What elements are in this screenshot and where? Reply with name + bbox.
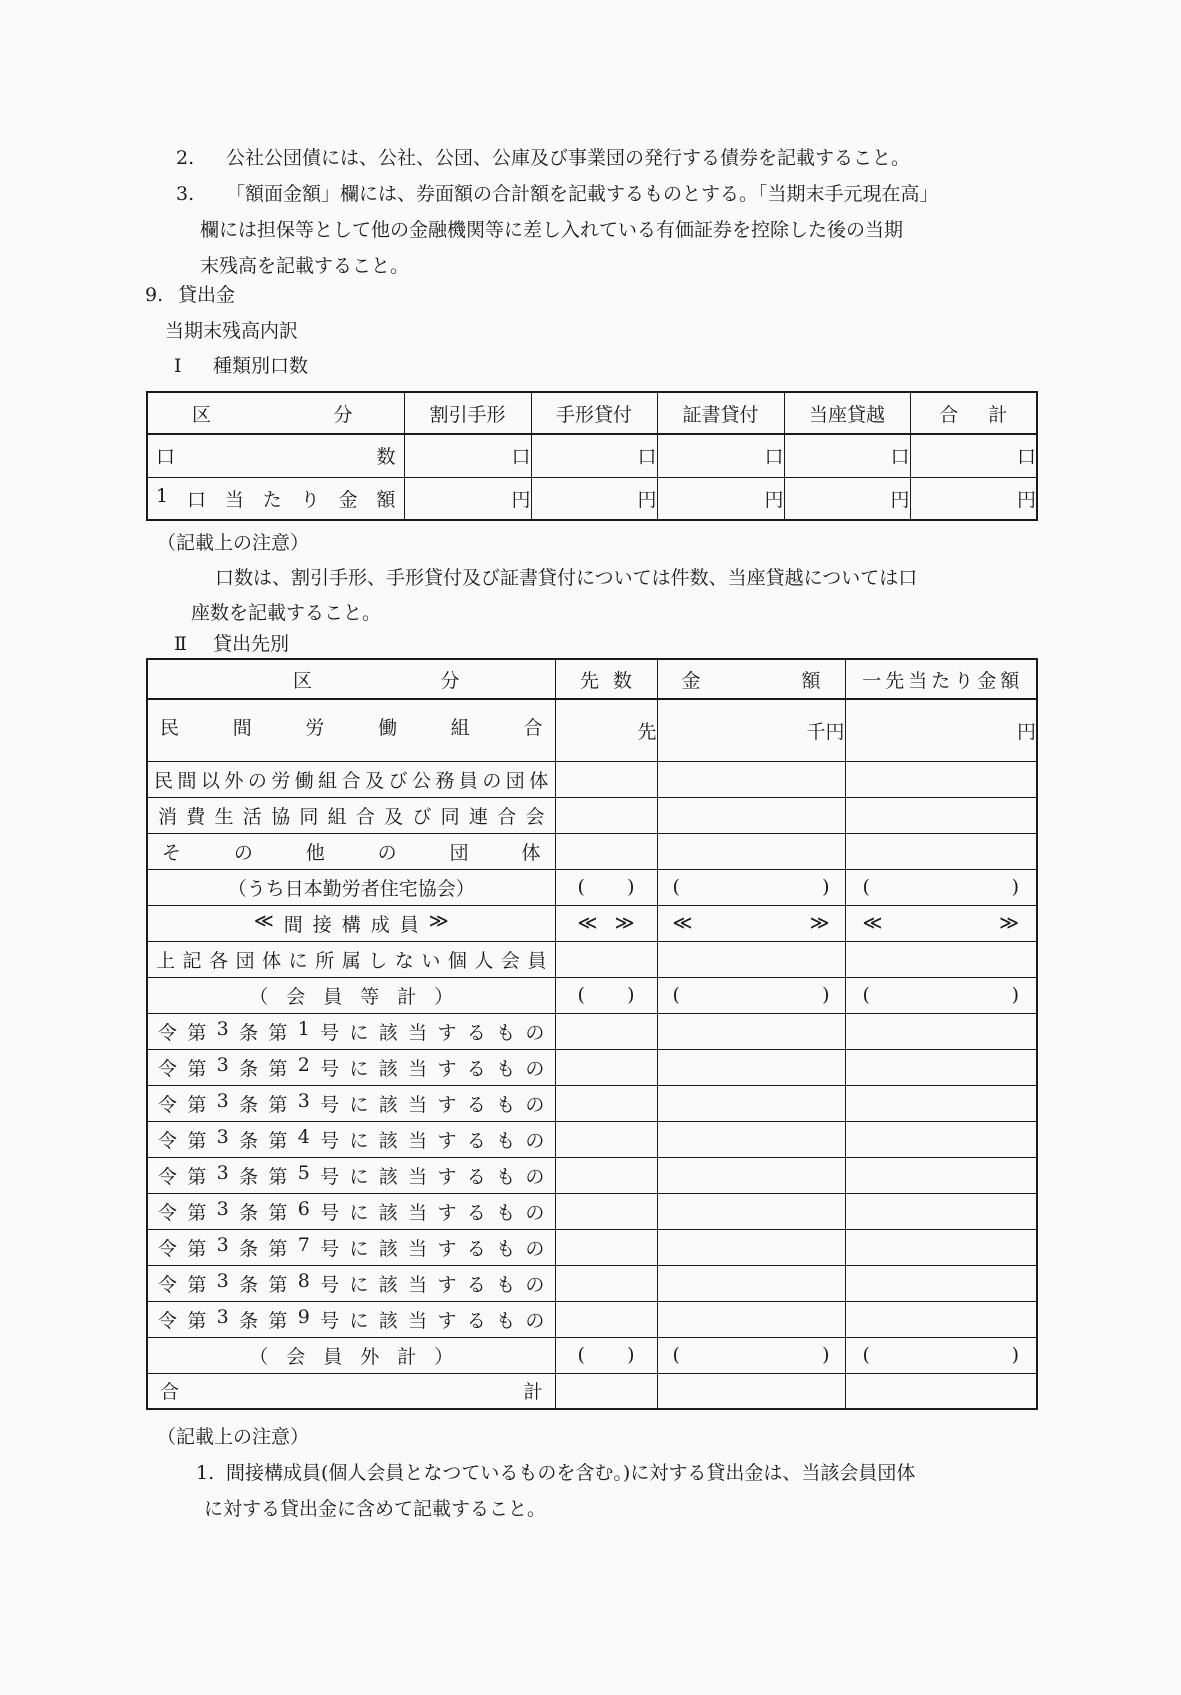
value-cell: [845, 1229, 1037, 1265]
value-cell: [845, 1301, 1037, 1337]
row-label-cell: [147, 1301, 555, 1337]
row-label-cell: [147, 977, 555, 1013]
top-note-2-number: 2.: [176, 147, 195, 169]
row-label-cell: [147, 477, 404, 520]
value-cell-paren: [845, 1337, 1037, 1373]
note1-heading: （記載上の注意）: [157, 532, 310, 554]
value-cell-paren: [657, 869, 845, 905]
table2-header-kingaku-cell: [657, 659, 845, 699]
note2-line2: に対する貸出金に含めて記載すること。: [204, 1498, 547, 1520]
value-cell: [845, 1013, 1037, 1049]
value-cell: [845, 1265, 1037, 1301]
row-label: （ 会 員 外 計 ）: [249, 1345, 454, 1368]
column-header-deed-loan: 証書貸付: [657, 392, 784, 434]
row-label: 令 第 3 条 第 7 号 に 該 当 す る も の: [158, 1233, 545, 1260]
column-header-kubun: 区 分: [293, 669, 460, 692]
top-note-3-number: 3.: [176, 183, 195, 205]
row-label: 令 第 3 条 第 9 号 に 該 当 す る も の: [158, 1305, 545, 1332]
top-note-3-text-line2: 欄には担保等として他の金融機関等に差し入れている有価証券を控除した後の当期: [200, 219, 904, 241]
note1-line2: 座数を記載すること。: [191, 602, 382, 624]
table-row-ordinance-art3-no9: [147, 1301, 1037, 1337]
row-label-cell: [147, 1049, 555, 1085]
value-cell: [657, 1265, 845, 1301]
note1-line1: 口数は、割引手形、手形貸付及び証書貸付については件数、当座貸越については口: [215, 567, 918, 589]
table1-row-count: [147, 434, 1037, 477]
value-cell: [555, 1013, 657, 1049]
table1-row-amount-per-account: [147, 477, 1037, 520]
value-cell: [657, 1049, 845, 1085]
value-cell: [845, 1157, 1037, 1193]
unit-cell: 円: [657, 477, 784, 520]
value-cell: [845, 1085, 1037, 1121]
row-label-cell: [147, 833, 555, 869]
table-row-housing-association: [147, 869, 1037, 905]
table-row-indirect-members: [147, 905, 1037, 941]
value-cell: [657, 1013, 845, 1049]
value-cell: [555, 1085, 657, 1121]
row-label-count: 口 数: [156, 446, 396, 469]
table-row-non-members-subtotal: [147, 1337, 1037, 1373]
value-cell: [555, 761, 657, 797]
table-row-grand-total: [147, 1373, 1037, 1409]
value-cell: [845, 941, 1037, 977]
row-label-cell: [147, 1265, 555, 1301]
value-cell-guillemet: [555, 905, 657, 941]
close-paren: ): [822, 984, 830, 1006]
section-number: 9.: [145, 284, 164, 306]
value-cell-guillemet: [845, 905, 1037, 941]
note2-number: 1.: [196, 1462, 215, 1484]
open-guillemet: ≪: [862, 912, 883, 934]
row-label: 令 第 3 条 第 1 号 に 該 当 す る も の: [158, 1017, 545, 1044]
value-cell: [555, 941, 657, 977]
unit-cell: 円: [531, 477, 657, 520]
value-cell: [657, 1193, 845, 1229]
value-cell: [555, 1301, 657, 1337]
open-paren: (: [672, 984, 680, 1006]
open-paren: (: [862, 1344, 870, 1366]
table-row-ordinance-art3-no5: [147, 1157, 1037, 1193]
table1-caption: 種類別口数: [213, 355, 309, 377]
table1-header-row: [147, 392, 1037, 434]
value-cell-paren: [845, 977, 1037, 1013]
row-label-cell: [147, 761, 555, 797]
section-title: 貸出金: [178, 284, 236, 306]
top-note-2-text: 公社公団債には、公社、公団、公庫及び事業団の発行する債券を記載すること。: [226, 147, 911, 169]
unit-cell: 口: [404, 434, 531, 477]
value-cell: [555, 1265, 657, 1301]
section-subtitle: 当期末残高内訳: [165, 320, 299, 342]
row-label-cell: [147, 1121, 555, 1157]
table2-header-sakisu-cell: [555, 659, 657, 699]
open-paren: (: [672, 876, 680, 898]
column-header-borrower-count: 先 数: [579, 669, 633, 692]
value-cell-paren: [555, 977, 657, 1013]
row-label-cell: [147, 1085, 555, 1121]
table2-header-issaki-cell: [845, 659, 1037, 699]
table2-caption: 貸出先別: [213, 633, 290, 655]
table-row-ordinance-art3-no1: [147, 1013, 1037, 1049]
row-label: （うち日本勤労者住宅協会）: [227, 877, 475, 900]
table-row-private-labor-union: [147, 699, 1037, 761]
row-label: 令 第 3 条 第 2 号 に 該 当 す る も の: [158, 1053, 545, 1080]
table1-roman-numeral: Ⅰ: [174, 355, 182, 377]
row-label-cell: [147, 1373, 555, 1409]
column-header-overdraft: 当座貸越: [784, 392, 910, 434]
row-label-amount-per-account: 1 口 当 た り 金 額: [156, 484, 396, 511]
close-paren: ): [627, 984, 635, 1006]
unit-cell-saki: 先: [555, 699, 657, 761]
column-header-kubun: 区 分: [192, 403, 353, 426]
close-paren: ): [822, 1344, 830, 1366]
value-cell: [845, 1121, 1037, 1157]
table-row-ordinance-art3-no8: [147, 1265, 1037, 1301]
unit-cell: 口: [531, 434, 657, 477]
value-cell: [555, 797, 657, 833]
table-row-ordinance-art3-no7: [147, 1229, 1037, 1265]
value-cell-paren: [845, 869, 1037, 905]
value-cell: [657, 1121, 845, 1157]
table2-roman-numeral: Ⅱ: [174, 633, 187, 655]
value-cell: [845, 833, 1037, 869]
close-paren: ): [1011, 876, 1019, 898]
table-row-individual-members: [147, 941, 1037, 977]
row-label-cell: [147, 797, 555, 833]
open-paren: (: [672, 1344, 680, 1366]
table2-header-row: [147, 659, 1037, 699]
row-label: ≪ 間 接 構 成 員 ≫: [253, 909, 449, 936]
row-label: 令 第 3 条 第 4 号 に 該 当 す る も の: [158, 1125, 545, 1152]
close-paren: ): [822, 876, 830, 898]
value-cell: [555, 1373, 657, 1409]
close-paren: ): [1011, 1344, 1019, 1366]
value-cell-paren: [657, 977, 845, 1013]
row-label-cell: [147, 1193, 555, 1229]
column-header-total: 合 計: [939, 403, 1008, 426]
unit-cell-senen: 千円: [657, 699, 845, 761]
unit-cell: 円: [784, 477, 910, 520]
row-label: 令 第 3 条 第 5 号 に 該 当 す る も の: [158, 1161, 545, 1188]
unit-cell: 口: [657, 434, 784, 477]
value-cell: [657, 1373, 845, 1409]
close-guillemet: ≫: [809, 912, 830, 934]
value-cell: [657, 1301, 845, 1337]
value-cell: [657, 1229, 845, 1265]
row-label-cell: [147, 699, 555, 761]
value-cell-paren: [657, 1337, 845, 1373]
close-guillemet: ≫: [999, 912, 1019, 934]
unit-cell: 口: [784, 434, 910, 477]
table-row-ordinance-art3-no3: [147, 1085, 1037, 1121]
table-row-other-organizations: [147, 833, 1037, 869]
value-cell: [657, 941, 845, 977]
row-label: （ 会 員 等 計 ）: [249, 985, 454, 1008]
value-cell: [845, 1373, 1037, 1409]
column-header-discount-bill: 割引手形: [404, 392, 531, 434]
value-cell: [657, 797, 845, 833]
open-paren: (: [862, 984, 870, 1006]
table2-header-kubun-cell: [147, 659, 555, 699]
row-label-cell: [147, 1337, 555, 1373]
value-cell: [657, 833, 845, 869]
unit-cell-en: 円: [845, 699, 1037, 761]
row-label: 民 間 労 働 組 合: [160, 716, 543, 739]
row-label-cell: [147, 869, 555, 905]
value-cell: [657, 761, 845, 797]
table-row-consumer-coops: [147, 797, 1037, 833]
row-label: 消 費 生 活 協 同 組 合 及 び 同 連 合 会: [158, 805, 545, 828]
value-cell: [657, 1085, 845, 1121]
row-label-cell: [147, 941, 555, 977]
table-row-non-private-unions: [147, 761, 1037, 797]
row-label: 上 記 各 団 体 に 所 属 し な い 個 人 会 員: [156, 949, 547, 972]
row-label-cell: [147, 434, 404, 477]
unit-cell: 口: [910, 434, 1037, 477]
close-paren: ): [627, 1344, 635, 1366]
value-cell: [657, 1157, 845, 1193]
row-label-cell: [147, 1157, 555, 1193]
close-paren: ): [627, 876, 635, 898]
open-paren: (: [862, 876, 870, 898]
value-cell-guillemet: [657, 905, 845, 941]
row-label-cell: [147, 1229, 555, 1265]
value-cell: [555, 1229, 657, 1265]
row-label: そ の 他 の 団 体: [162, 841, 541, 864]
value-cell: [845, 1193, 1037, 1229]
value-cell-paren: [555, 869, 657, 905]
row-label: 令 第 3 条 第 8 号 に 該 当 す る も の: [158, 1269, 545, 1296]
value-cell: [555, 1157, 657, 1193]
top-note-3-text-line3: 末残高を記載すること。: [200, 255, 410, 277]
table-row-ordinance-art3-no2: [147, 1049, 1037, 1085]
value-cell: [845, 1049, 1037, 1085]
note2-heading: （記載上の注意）: [157, 1426, 310, 1448]
table-by-borrower: [146, 658, 1038, 1410]
value-cell: [555, 1049, 657, 1085]
open-guillemet: ≪: [577, 912, 598, 934]
table-by-loan-type: [146, 391, 1038, 521]
row-label: 合 計: [160, 1381, 543, 1404]
column-header-amount: 金 額: [681, 669, 821, 692]
close-paren: ): [1011, 984, 1019, 1006]
row-label-cell: [147, 905, 555, 941]
open-paren: (: [577, 984, 585, 1006]
column-header-bill-loan: 手形貸付: [531, 392, 657, 434]
row-label-cell: [147, 1013, 555, 1049]
unit-cell: 円: [404, 477, 531, 520]
value-cell: [845, 797, 1037, 833]
table-row-members-subtotal: [147, 977, 1037, 1013]
value-cell-paren: [555, 1337, 657, 1373]
unit-cell: 円: [910, 477, 1037, 520]
value-cell: [555, 833, 657, 869]
open-paren: (: [577, 1344, 585, 1366]
row-label: 令 第 3 条 第 6 号 に 該 当 す る も の: [158, 1197, 545, 1224]
table-row-ordinance-art3-no6: [147, 1193, 1037, 1229]
open-paren: (: [577, 876, 585, 898]
note2-line1: 間接構成員(個人会員となつているものを含む。)に対する貸出金は、当該会員団体: [226, 1462, 916, 1484]
top-note-3-text-line1: 「額面金額」欄には、券面額の合計額を記載するものとする。「当期末手元現在高」: [226, 183, 939, 205]
row-label: 民 間 以 外 の 労 働 組 合 及 び 公 務 員 の 団 体: [154, 769, 549, 792]
value-cell: [555, 1193, 657, 1229]
column-header-amount-per-borrower: 一 先 当 た り 金 額: [862, 669, 1020, 692]
close-guillemet: ≫: [614, 912, 635, 934]
open-guillemet: ≪: [672, 912, 693, 934]
row-label: 令 第 3 条 第 3 号 に 該 当 す る も の: [158, 1089, 545, 1116]
table1-header-kubun-cell: [147, 392, 404, 434]
value-cell: [845, 761, 1037, 797]
value-cell: [555, 1121, 657, 1157]
table-row-ordinance-art3-no4: [147, 1121, 1037, 1157]
table1-header-total-cell: [910, 392, 1037, 434]
